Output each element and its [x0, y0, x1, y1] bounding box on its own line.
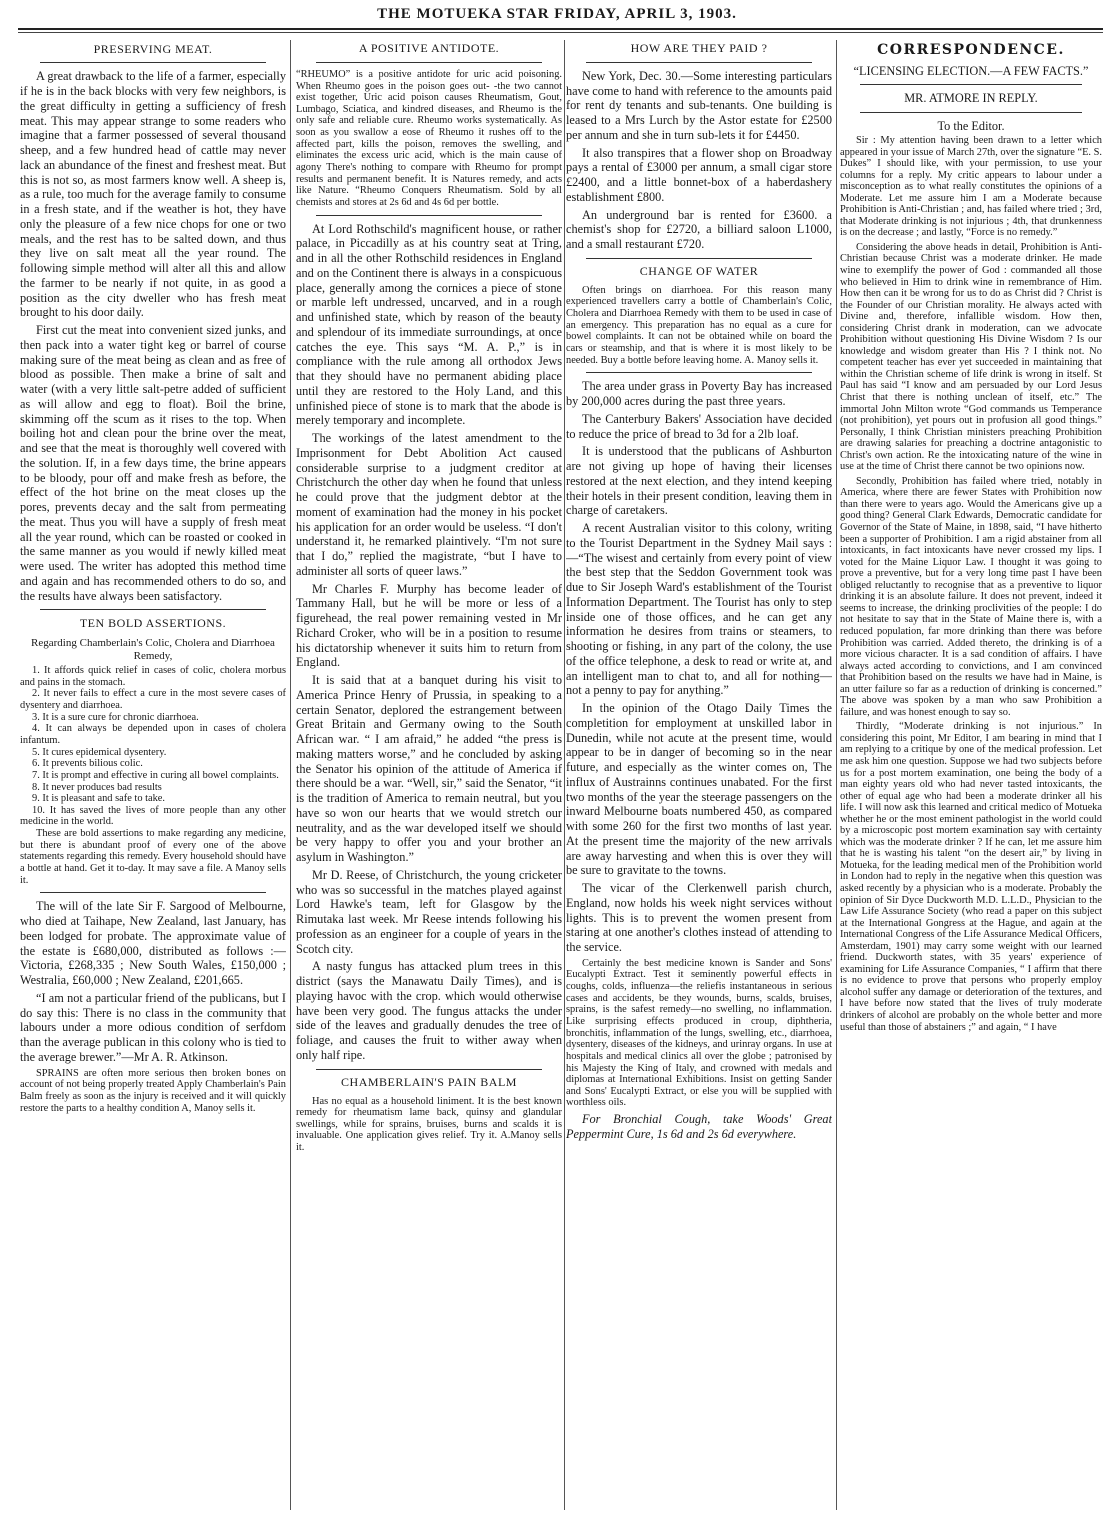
subheading: “LICENSING ELECTION.—A FEW FACTS.”: [853, 64, 1089, 79]
separator: [316, 62, 542, 63]
list-item: 2. It never fails to effect a cure in the most severe cases of dysentery and diarrhoea.: [20, 688, 286, 712]
letter-paragraph: Considering the above heads in detail, Prohibition is Anti-Christian because Christ was a moderate drinker. He made wine to exemplify the power of God : commanded all those who believed in Him to drink wine in remembrance of Him. How then can it be wrong for us to do as Christ did ? Christ is the Founder of our Christian morality. He always acted with Divine and, therefore, infallible wisdom. How then, considering Christ drank in moderation, can we advocate Prohibition without questioning His Divine Wisdom ? Is our knowledge and wisdom greater than His ? I think not. No competent teacher has ever yet succeeded in maintaining that within the Christian scheme of life drink is wrong in itself. St Paul has said “I know and am persuaded by our Lord Jesus Christ that there is nothing unclean of itself, etc.” The immortal John Milton wrote “God commands us Temperance (not prohibition), yet pours out in profusion all good things.” Personally, I think Christian ministers preaching Prohibition are drawing salaries for preaching a doctrine antagonistic to Christ's own action. Re the intoxicating nature of the wine in use at the time of Christ there cannot be two opinions now.: [840, 241, 1102, 473]
separator: [316, 215, 542, 216]
article-paragraph: Has no equal as a household liniment. It is the best known remedy for rheumatism lame back, quinsy and glandular swellings, while for sprains, bruises, burns and scalds it is invaluable. One application gives relief. Try it. A.Manoy sells it.: [296, 1095, 562, 1154]
subheading: To the Editor.: [937, 118, 1005, 133]
separator: [586, 62, 812, 63]
article-paragraph: The area under grass in Poverty Bay has increased by 200,000 acres during the past three years.: [566, 379, 832, 409]
article-paragraph: An underground bar is rented for £3600. a chemist's shop for £2720, a billiard saloon L1000, and a small restaurant £720.: [566, 207, 832, 252]
article-paragraph: First cut the meat into convenient sized junks, and then pack into a water tight keg or barrel of course making sure of the meat being as clean and as free of blood as possible. Then make a brine of salt and water (with a very little salt-petre added of sufficient as will allow and egg to float). Boil the brine, skimming off the scum as it rises to the top. When boiling hot and clean pour the brine over the meat, and see that the meat is thoroughly well covered with the solution. If, in a few days time, the brine appears to be bloody, pour off and make fresh as before, the effect of the hot brine on the meat closes up the pores, prevents decay and the salt from permeating the meat. Thus you will have a supply of fresh meat all the year round, which can be roasted or cooked in the same manner as you would if newly killed meat were used. The writer has adopted this method time and again and has recommended others to do so, and the results have always been satisfactory.: [20, 323, 286, 603]
article-paragraph: “RHEUMO” is a positive antidote for uric acid poisoning. When Rheumo goes in the poison goes out- -the two cannot exist together, Uric acid poison causes Rheumatism, Gout, Lumbago, Sciatica, and kindred diseases, and Rheumo is the only safe and reliable cure. Rheumo works systematically. As soon as you swallow a eose of Rheumo it rushes off to the affected part, kills the poison, removes the swelling, and eliminates the excess uric acid, which is the main cause of agony There's nothing to compare with Rheumo for prompt results and permanent benefit. It is Natures remedy, and acts like Nature. “Rheumo Conquers Rheumatism. Sold by all chemists and stores at 2s 6d and 4s 6d per bottle.: [296, 68, 562, 208]
column-divider: [290, 40, 291, 1510]
column-3: [566, 40, 832, 1515]
heading-pain-balm: CHAMBERLAIN'S PAIN BALM: [341, 1074, 517, 1089]
separator: [40, 892, 266, 893]
separator: [316, 1069, 542, 1070]
list-item: 10. It has saved the lives of more people than any other medicine in the world.: [20, 804, 286, 828]
heading-correspondence: CORRESPONDENCE.: [877, 42, 1065, 58]
separator: [40, 609, 266, 610]
article-paragraph: In the opinion of the Otago Daily Times the completition for employment at unskilled labor in Dunedin, while not acute at the present time, would appear to be in danger of becoming so in the near future, and especially as the winter comes on, The influx of Austrainns continues unabated. For the first two months of the year the steerage passengers on the inward Melbourne boats numbered 450, as compared with some 260 for the first two months of last year. At the present time the majority of the new arrivals are away harvesting and when this is over they will be sure to gravitate to the towns.: [566, 701, 832, 878]
subheading: Regarding Chamberlain's Colic, Cholera and Diarrhoea Remedy,: [31, 636, 275, 662]
heading-how-are-they-paid: HOW ARE THEY PAID ?: [630, 41, 768, 55]
masthead-rule: [18, 28, 1103, 30]
heading-change-of-water: CHANGE OF WATER: [639, 263, 759, 278]
subheading: MR. ATMORE IN REPLY.: [904, 91, 1038, 106]
column-4: [840, 40, 1102, 1515]
article-paragraph: For Bronchial Cough, take Woods' Great Peppermint Cure, 1s 6d and 2s 6d everywhere.: [566, 1112, 832, 1141]
article-paragraph: The vicar of the Clerkenwell parish church, England, now holds his week night services without lights. This is to prevent the women present from staring at one another's clothes instead of attending to the service.: [566, 881, 832, 955]
article-paragraph: It also transpires that a flower shop on Broadway pays a rental of £3000 per annum, a small cigar store £2400, and a little bonnet-box of a haberdashery establishment £800.: [566, 145, 832, 204]
column-divider: [836, 40, 837, 1510]
article-paragraph: “I am not a particular friend of the publicans, but I do say this: There is no class in the community that labours under a more odious condition of serfdom than the average publican in this colony who is tied to the average brewer.”—Mr A. R. Atkinson.: [20, 990, 286, 1064]
separator: [40, 62, 266, 63]
list-item: 1. It affords quick relief in cases of colic, cholera morbus and pains in the stomach.: [20, 665, 286, 688]
masthead-title: THE MOTUEKA STAR FRIDAY, APRIL 3, 1903.: [377, 6, 737, 22]
heading-ten-bold-assertions: TEN BOLD ASSERTIONS.: [79, 616, 227, 631]
separator: [586, 372, 812, 373]
letter-paragraph: Sir : My attention having been drawn to a letter which appeared in your issue of March 27th, over the signature “E. S. Dukes” I should like, with your permission, to use your columns for a reply. My critic appears to labour under a misconception as to what really constitutes the opinions of a Moderate. Let me assure him I am a Moderate because Prohibition is Anti-Christian ; and, has failed where tried ; 3rd, that Moderate drinking is not injurious ; 4th, that drunkenness is on the decrease ; and lastly, “Force is no remedy.”: [840, 134, 1102, 239]
column-1: [20, 40, 286, 1515]
article-paragraph: Mr Charles F. Murphy has become leader of Tammany Hall, but he will be more or less of a figurehead, the real power remaining vested in Mr Richard Croker, who will be in a position to resume his dictatorship whenever it suits him to return from England.: [296, 581, 562, 670]
heading-preserving-meat: PRESERVING MEAT.: [93, 42, 213, 56]
article-paragraph: These are bold assertions to make regarding any medicine, but there is abundant proof of every one of the above statements regarding this remedy. Every household should have a bottle at hand. Get it to-day. It may save a file. A Manoy sells it.: [20, 828, 286, 886]
article-paragraph: It is understood that the publicans of Ashburton are not giving up hope of having their licenses restored at the next election, and they intend keeping their hotels in their present condition, leaving them in charge of caretakers.: [566, 444, 832, 518]
article-paragraph: Often brings on diarrhoea. For this reason many experienced travellers carry a bottle of Chamberlain's Colic, Cholera and Diarrhoea Remedy with them to be used in case of an emergency. This preparation has no equal as a cure for bowel complaints. It can not be obtained while on board the cars or steamship, and that is where it is most likely to be needed. Buy a bottle before leaving home. A. Manoy sells it.: [566, 284, 832, 366]
article-paragraph: A great drawback to the life of a farmer, especially if he is in the back blocks with very few neighbors, is the great difficulty in getting a sufficiency of fresh meat. This may appear strange to some readers who imagine that a farmer possessed of several thousand sheep, and a few hundred head of cattle may never lack an abundance of the finest and freshest meat. But this is not so, as most farmers know well. A sheep is, as a rule, too much for the average family to consume in a fresh state, and if the weather is hot, they have only the pleasure of a few nice chops for one or two meals, and the rest has to be salted down, and thus they live on salt meat all the year round. The following simple method will alter all this and allow the farmer to be nearly if not quite, in as good a position as the city dweller who has fresh meat brought to his door daily.: [20, 69, 286, 320]
article-paragraph: A nasty fungus has attacked plum trees in this district (says the Manawatu Daily Times), and is playing havoc with the crop. which would otherwise have been very good. The fungus attacks the under side of the leaves and gradually denudes the tree of foliage, and causes the fruit to wither away when only half ripe.: [296, 959, 562, 1062]
masthead-rule-thin: [18, 32, 1103, 33]
article-paragraph: It is said that at a banquet during his visit to America Prince Henry of Prussia, in speaking to a certain Senator, deplored the estrangement between Great Britain and Germany owing to the South African war. “ I am afraid,” he added “the press is making matters worse,” and he concluded by asking the Senator his opinion of the attitude of America if there should be a war. “Well, sir,” said the Senator, “it is the tradition of America to remain neutral, but you have so won our hearts that we would stretch our neutrality, and as the war developed itself we should be very happy to offer you and your brother an asylum in Washington.”: [296, 673, 562, 865]
article-paragraph: The workings of the latest amendment to the Imprisonment for Debt Abolition Act caused considerable surprise to a judgment creditor at Christchurch the other day when he found that unless he could prove that the judgment debtor at the moment of examination had the money in his pocket his application for an order would be useless. “I don't understand it, he remarked plaintively. “I'm not sure that I do,” replied the magistrate, “but I have to administer all sorts of queer laws.”: [296, 431, 562, 578]
list-item: 7. It is prompt and effective in curing all bowel complaints.: [32, 769, 279, 781]
list-item: 8. It never produces bad results: [32, 781, 162, 793]
list-item: 6. It prevents bilious colic.: [32, 758, 143, 770]
heading-positive-antidote: A POSITIVE ANTIDOTE.: [358, 41, 500, 55]
list-item: 9. It is pleasant and safe to take.: [32, 793, 166, 805]
separator: [860, 112, 1082, 113]
letter-paragraph: Secondly, Prohibition has failed where tried, notably in America, where there are fewer States with Prohibition now than there were to years ago. Would the Americans give up a good thing? General Clark Edwards, Democratic candidate for Governor of the State of Maine, in 1898, said, “I have hitherto been a supporter of Prohibition. I am a rigid abstainer from all intoxicants, in fact intoxicants have never crossed my lips. I voted for the Maine Liquor Law. I thought it was going to prove a preventive, but for a very long time past I have been obliged reluctantly to recognise that as a preventive to liquor drinking it is an absolute failure. It does not prevent, indeed it seems to increase, the drinking proclivities of the people: I do not hesitate to say that in the State of Maine there is, with a reduced population, far more drinking than there was before Prohibition was carried. Added thereto, the drinking is of a more vicious character. It is a sad condition of affairs. I have always acted according to convictions, and I am convinced that Prohibition based on the results we have had in Maine, is an utter failure so far as a reduction of drinking is concerned.” The above was spoken by a man who saw Prohibition a failure, and was honest enough to say so.: [840, 475, 1102, 718]
article-paragraph: SPRAINS are often more serious then broken bones on account of not being properly treated Apply Chamberlain's Pain Balm freely as soon as the injury is received and it will quickly restore the parts to a healthy condition A, Manoy sells it.: [20, 1067, 286, 1114]
article-paragraph: New York, Dec. 30.—Some interesting particulars have come to hand with reference to the amounts paid for rent dy tenants and sub-tenants. One building is leased to a Mrs Lurch by the Astor estate for £2500 per annum and she in turn sub-lets it for £4450.: [566, 68, 832, 142]
article-paragraph: Certainly the best medicine known is Sander and Sons' Eucalypti Extract. Test it seminently powerful effects in coughs, colds, influenza—the reliefis instantaneous in serious cases and accidents, be they wounds, burns, scalds, bruises, sprains, is the safest remedy—no swelling, no inflammation. Like surprising effects produced in croup, diphtheria, bronchitis, inflammation of the lungs, swelling, etc., diarrhoea, dysentery, diseases of the kidneys, and urinray organs. In use at hospitals and medical clinics all over the globe ; patronised by his Majesty the King of Italy, and crowned with medals and diplomas at International Exhibitions. Insist on getting Sander and Sons' Eucalypti Extract, or else you will be supplied with worthless oils.: [566, 957, 832, 1109]
article-paragraph: A recent Australian visitor to this colony, writing to the Tourist Department in the Sydney Mail says :—“The wisest and certainly from every point of view the best step that the Seddon Government took was due to Sir Joseph Ward's establishment of the Tourist Information Department. The Tourist has only to step inside one of those offices, and he can get any information he desires from trains or steamers, to shooting or fishing, in any part of the colony, the use of the office telephone, a desk to read or write at, and an intelligent man to chat to, and all for nothing— not a penny to pay for anything.”: [566, 521, 832, 698]
separator: [860, 84, 1082, 85]
article-paragraph: The Canterbury Bakers' Association have decided to reduce the price of bread to 3d for a 2lb loaf.: [566, 411, 832, 441]
list-item: 4. It can always be depended upon in cases of cholera infantum.: [20, 723, 286, 746]
assertion-list: [20, 665, 286, 828]
column-2: [296, 40, 562, 1515]
list-item: 3. It is a sure cure for chronic diarrhoea.: [32, 711, 199, 723]
article-paragraph: The will of the late Sir F. Sargood of Melbourne, who died at Taihape, New Zealand, last January, has been lodged for probate. The approximate value of the estate is £680,000, distributed as follows :—Victoria, £268,335 ; New South Wales, £150,000 ; Westralia, £60,000 ; New Zealand, £201,665.: [20, 899, 286, 988]
letter-paragraph: Thirdly, “Moderate drinking is not injurious.” In considering this point, Mr Editor, I am bearing in mind that I am replying to a critique by one of the medical profession. Let me ask him one question. Suppose we had two subjects before us for a post mortem examination, one being the body of a man eighty years old who had never tasted intoxicants, the other of equal age who had been a moderate drinker all his life. I will now ask this learned and critical medico of Motueka whether he or the most eminent pathologist in the world could by a microscopic post mortem examination say with certainty which was the moderate drinker ? If he can, let me assure him that he is wasting his talent “on the desert air,” by living in Motueka, for the leading medical men of the Prohibition world in London had to reply in the negative when this question was asked recently by a physician who is a moderate. Probably the opinion of Sir Dyce Duckworth M.D. L.L.D., Physician to the Law Life Assurance Society (who read a paper on this subject at the International Gongress at the Hague, and again at the International Congress of the Life Assurance Medical Officers, Amsterdam, 1901) may carry some weight with our learned friend. Duckworth states, with 35 years' experience of examining for Life Assurance Companies, “ I affirm that there is no evidence to prove that persons who properly employ alcohol suffer any damage or deterioration of the textures, and I have before now stated that the lives of truly moderate drinkers of alcohol are probably on the whole better and more useful than those of abstainers ;” and again, “ I have: [840, 721, 1102, 1033]
article-paragraph: At Lord Rothschild's magnificent house, or rather palace, in Piccadilly as at his country seat at Tring, and in all the other Rothschild residences in England and on the Continent there is always in a conspicuous place, generally among the cornices a piece of stone or marble left undressed, uncarved, and in a rough and unfinished state, which by reason of the beauty and splendour of its immediate surroundings, at once catches the eye. This says “M. A. P.,” is in compliance with the rule among all orthodox Jews that they should have no permanent abiding place until they are restored to the Holy Land, and this unfinished piece of stone is to mark that the abode is merely temporary and incomplete.: [296, 221, 562, 428]
column-divider: [564, 40, 565, 1510]
separator: [586, 258, 812, 259]
article-paragraph: Mr D. Reese, of Christchurch, the young cricketer who was so successful in the matches played against Lord Hawke's team, left for Glasgow by the Rimutaka last week. Mr Reese intends following his profession as an engineer for a couple of years in the Scotch city.: [296, 867, 562, 956]
list-item: 5. It cures epidemical dysentery.: [32, 746, 167, 758]
